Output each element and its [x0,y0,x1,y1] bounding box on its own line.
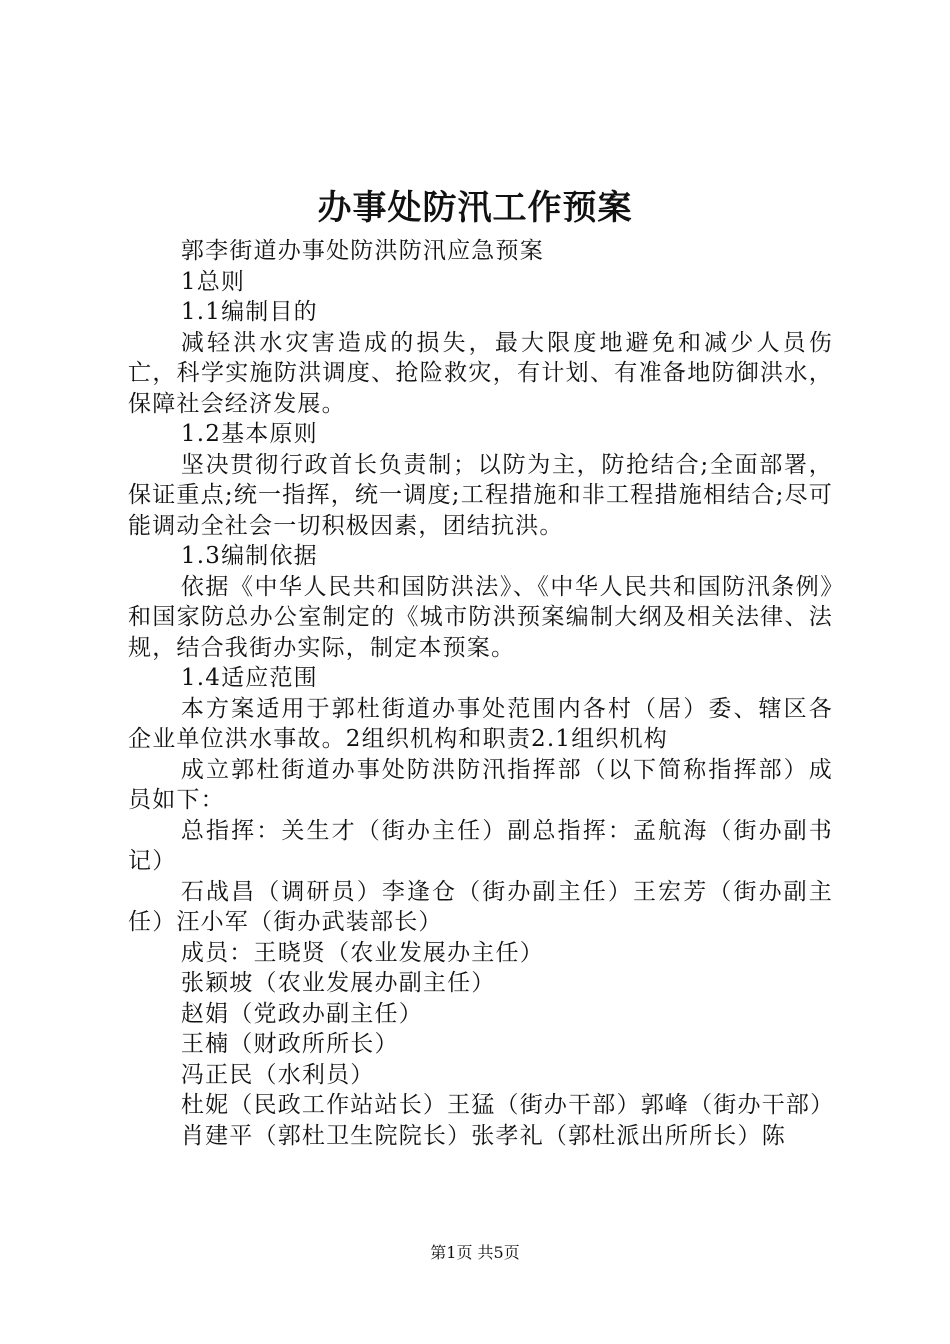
paragraph: 成立郭杜街道办事处防洪防汛指挥部（以下简称指挥部）成员如下： [128,756,833,813]
document-body [128,236,833,1151]
page-footer: 第1页 共5页 [430,1243,520,1262]
paragraph: 杜妮（民政工作站站长）王猛（街办干部）郭峰（街办干部） [180,1092,835,1118]
section-heading: 1总则 [180,268,246,295]
section-heading: 1.3编制依据 [180,543,318,569]
paragraph: 总指挥：关生才（街办主任）副总指挥：孟航海（街办副书记） [128,817,833,874]
paragraph: 本方案适用于郭杜街道办事处范围内各村（居）委、辖区各企业单位洪水事故。2组织机构和职责2.1组织机构 [128,695,833,752]
paragraph: 肖建平（郭杜卫生院院长）张孝礼（郭杜派出所所长）陈 [180,1122,786,1149]
paragraph: 王楠（财政所所长） [180,1031,399,1057]
paragraph: 依据《中华人民共和国防洪法》、《中华人民共和国防汛条例》和国家防总办公室制定的《城市防洪预案编制大纲及相关法律、法规，结合我街办实际，制定本预案。 [128,573,833,661]
paragraph: 成员：王晓贤（农业发展办主任） [180,939,544,966]
document-title: 办事处防汛工作预案 [317,188,633,228]
paragraph: 郭李街道办事处防洪防汛应急预案 [180,238,544,264]
paragraph: 石战昌（调研员）李逢仓（街办副主任）王宏芳（街办副主任）汪小军（街办武装部长） [128,878,833,935]
section-heading: 1.1编制目的 [180,299,318,325]
paragraph: 冯正民（水利员） [180,1061,375,1088]
paragraph: 张颖坡（农业发展办副主任） [180,970,496,996]
paragraph: 赵娟（党政办副主任） [180,1000,423,1027]
section-heading: 1.4适应范围 [180,665,318,691]
paragraph: 坚决贯彻行政首长负责制；以防为主，防抢结合;全面部署，保证重点;统一指挥，统一调度;工程措施和非工程措施相结合;尽可能调动全社会一切积极因素，团结抗洪。 [128,451,833,539]
section-heading: 1.2基本原则 [180,421,318,447]
paragraph: 减轻洪水灾害造成的损失，最大限度地避免和减少人员伤亡，科学实施防洪调度、抢险救灾，有计划、有准备地防御洪水，保障社会经济发展。 [128,329,833,417]
